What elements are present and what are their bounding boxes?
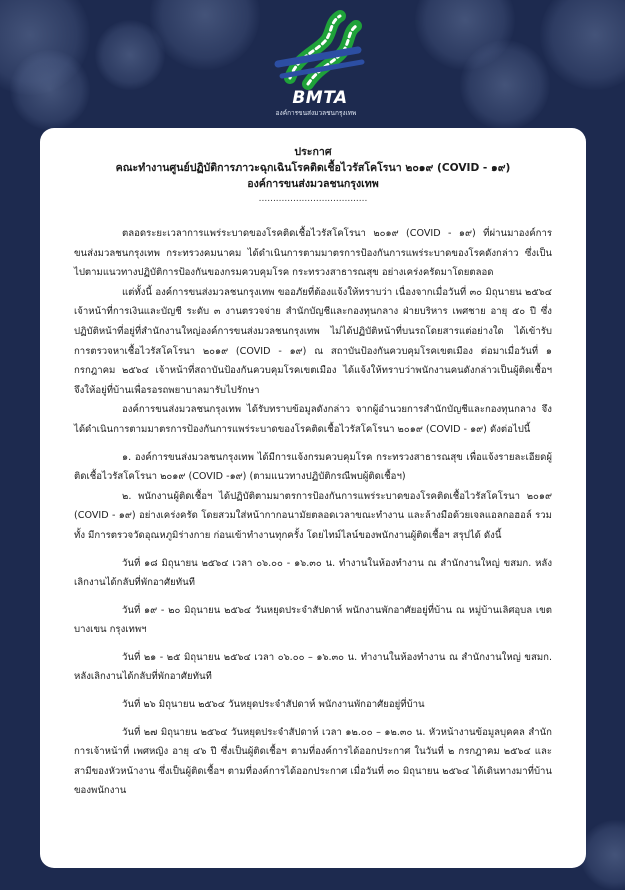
paragraph-case: แต่ทั้งนี้ องค์การขนส่งมวลชนกรุงเทพ ขออภัยที่ต้องแจ้งให้ทราบว่า เนื่องจากเมื่อวันที่ ๓๐ มิถุนายน ๒๕๖๔ เจ้าหน้าที่การเงินและบัญชี ระดับ ๓ งานตรวจจ่าย สำนักบัญชีและกองทุนกลาง ฝ่ายบริหาร เพศชาย อายุ ๕๐ ปี ซึ่งปฏิบัติหน้าที่อยู่ที่สำนักงานใหญ่องค์การขนส่งมวลชนกรุงเทพ ไม่ได้ปฏิบัติหน้าที่บนรถโดยสารแต่อย่างใด ได้เข้ารับการตรวจหาเชื้อไวรัสโคโรนา ๒๐๑๙ (COVID - ๑๙) ณ สถาบันป้องกันควบคุมโรคเขตเมือง ต่อมาเมื่อวันที่ ๑ กรกฎาคม ๒๕๖๔ เจ้าหน้าที่สถาบันป้องกันควบคุมโรคเขตเมือง ได้แจ้งให้ทราบว่าพนักงานคนดังกล่าวเป็นผู้ติดเชื้อฯ จึงให้อยู่ที่บ้านเพื่อรอรถพยาบาลมารับไปรักษา: [74, 286, 552, 396]
paragraph-item-1: ๑. องค์การขนส่งมวลชนกรุงเทพ ได้มีการแจ้งกรมควบคุมโรค กระทรวงสาธารณสุข เพื่อแจ้งรายละเอียดผู้ติดเชื้อไวรัสโคโรนา ๒๐๑๙ (COVID -๑๙) (ตามแนวทางปฏิบัติกรณีพบผู้ติดเชื้อฯ): [74, 451, 552, 483]
timeline-entry: วันที่ ๒๑ - ๒๕ มิถุนายน ๒๕๖๔ เวลา ๐๖.๐๐ – ๑๖.๓๐ น. ทำงานในห้องทำงาน ณ สำนักงานใหญ่ ขสมก. หลังเลิกงานได้กลับที่พักอาศัยทันที: [74, 651, 552, 683]
announcement-organization: องค์การขนส่งมวลชนกรุงเทพ: [247, 178, 379, 190]
header: [0, 0, 625, 130]
logo-subtext: องค์การขนส่งมวลชนกรุงเทพ: [275, 109, 357, 117]
timeline-entry: วันที่ ๒๗ มิถุนายน ๒๕๖๔ วันหยุดประจำสัปดาห์ เวลา ๑๒.๐๐ – ๑๒.๓๐ น. หัวหน้างานข้อมูลบุคคล สำนักการเจ้าหน้าที่ เพศหญิง อายุ ๔๖ ปี ซึ่งเป็นผู้ติดเชื้อฯ ตามที่องค์การได้ออกประกาศ ในวันที่ ๒ กรกฎาคม ๒๕๖๔ และสามีของหัวหน้างาน ซึ่งเป็นผู้ติดเชื้อฯ ตามที่องค์การได้ออกประกาศ เมื่อวันที่ ๓๐ มิถุนายน ๒๕๖๔ ได้เดินทางมาที่บ้านของพนักงาน: [74, 726, 552, 797]
logo-text: BMTA: [292, 88, 348, 108]
paragraph-intro: ตลอดระยะเวลาการแพร่ระบาดของโรคติดเชื้อไวรัสโคโรนา ๒๐๑๙ (COVID - ๑๙) ที่ผ่านมาองค์การขนส่งมวลชนกรุงเทพ กระทรวงคมนาคม ได้ดำเนินการตามมาตรการป้องกันการแพร่ระบาดของโรคดังกล่าว ซึ่งเป็นไปตามแนวทางปฏิบัติการป้องกันของกรมควบคุมโรค กระทรวงสาธารณสุข อย่างเคร่งครัดมาโดยตลอด: [74, 228, 552, 279]
paragraph-measures: องค์การขนส่งมวลชนกรุงเทพ ได้รับทราบข้อมูลดังกล่าว จากผู้อำนวยการสำนักบัญชีและกองทุนกลาง จึงได้ดำเนินการตามมาตรการป้องกันการแพร่ระบาดของโรคติดเชื้อไวรัสโคโรนา ๒๐๑๙ (COVID - ๑๙) ดังต่อไปนี้: [74, 404, 552, 435]
timeline-entry: วันที่ ๒๖ มิถุนายน ๒๕๖๔ วันหยุดประจำสัปดาห์ พนักงานพักอาศัยอยู่ที่บ้าน: [122, 699, 425, 711]
announcement-title: ประกาศ: [294, 146, 332, 158]
divider: ......................................: [258, 194, 368, 204]
announcement-subtitle: คณะทำงานศูนย์ปฏิบัติการภาวะฉุกเฉินโรคติดเชื้อไวรัสโคโรนา ๒๐๑๙ (COVID - ๑๙): [115, 162, 511, 174]
timeline-entry: วันที่ ๑๙ - ๒๐ มิถุนายน ๒๕๖๔ วันหยุดประจำสัปดาห์ พนักงานพักอาศัยอยู่ที่บ้าน ณ หมู่บ้านเลิศอุบล เขตบางเขน กรุงเทพฯ: [74, 604, 552, 636]
paragraph-item-2: ๒. พนักงานผู้ติดเชื้อฯ ได้ปฏิบัติตามมาตรการป้องกันการแพร่ระบาดของโรคติดเชื้อไวรัสโคโรนา ๒๐๑๙ (COVID - ๑๙) อย่างเคร่งครัด โดยสวมใส่หน้ากากอนามัยตลอดเวลาขณะทำงาน และล้างมือด้วยเจลแอลกอฮอล์ รวมทั้ง มีการตรวจวัดอุณหภูมิร่างกาย ก่อนเข้าทำงานทุกครั้ง โดยไทม์ไลน์ของพนักงานผู้ติดเชื้อฯ สรุปได้ ดังนี้: [74, 490, 552, 541]
announcement-document: [40, 128, 586, 868]
timeline-entry: วันที่ ๑๘ มิถุนายน ๒๕๖๔ เวลา ๐๖.๐๐ - ๑๖.๓๐ น. ทำงานในห้องทำงาน ณ สำนักงานใหญ่ ขสมก. หลังเลิกงานได้กลับที่พักอาศัยทันที: [74, 557, 552, 589]
